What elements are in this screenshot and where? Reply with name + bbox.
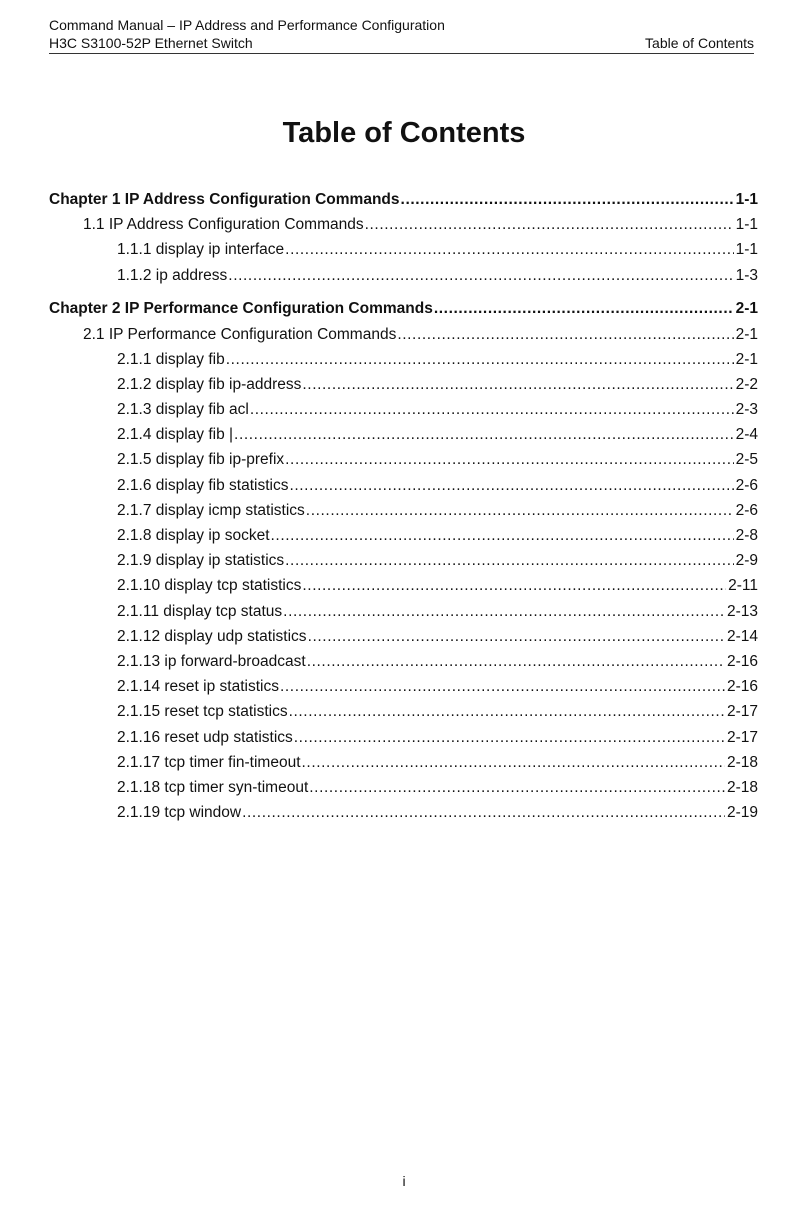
toc-subsection-link[interactable] <box>49 649 758 674</box>
header-section-name: Table of Contents <box>645 35 754 51</box>
toc-entry-page: 2-1 <box>735 350 758 368</box>
toc-entry-label: 2.1.8 display ip socket <box>117 527 270 545</box>
toc-dot-leader <box>302 750 725 775</box>
toc-subsection-link[interactable] <box>49 347 758 372</box>
toc-entry-page: 2-17 <box>726 703 758 721</box>
toc-dot-leader <box>289 473 733 498</box>
toc-subsection-link[interactable] <box>49 674 758 699</box>
toc-entry-label: 2.1.14 reset ip statistics <box>117 678 279 696</box>
toc-entry-label: 2.1.18 tcp timer syn-timeout <box>117 778 309 796</box>
toc-entry-label: 2.1.19 tcp window <box>117 804 242 822</box>
toc-entry-label: 2.1.12 display udp statistics <box>117 627 307 645</box>
toc-dot-leader <box>302 573 726 598</box>
toc-entry-page: 1-1 <box>735 241 758 259</box>
toc-chapter-link[interactable] <box>49 296 758 321</box>
toc-entry-label: 2.1.9 display ip statistics <box>117 552 285 570</box>
page-header <box>49 16 754 54</box>
toc-section-link[interactable] <box>49 212 758 237</box>
header-product-name: H3C S3100-52P Ethernet Switch <box>49 35 253 51</box>
toc-entry-label: 2.1.6 display fib statistics <box>117 476 289 494</box>
toc-subsection-link[interactable] <box>49 447 758 472</box>
toc-entry-label: Chapter 2 IP Performance Configuration Commands <box>49 300 433 318</box>
toc-entry-page: 2-5 <box>735 451 758 469</box>
toc-subsection-link[interactable] <box>49 263 758 288</box>
toc-entry-label: 2.1.16 reset udp statistics <box>117 728 293 746</box>
toc-chapter-link[interactable] <box>49 187 758 212</box>
toc-subsection-link[interactable] <box>49 725 758 750</box>
toc-entry-page: 1-3 <box>735 266 758 284</box>
toc-entry-page: 1-1 <box>735 191 758 208</box>
page-number: i <box>402 1173 406 1189</box>
toc-entry-label: 2.1.2 display fib ip-address <box>117 375 302 393</box>
toc-subsection-link[interactable] <box>49 599 758 624</box>
toc-dot-leader <box>401 187 734 212</box>
toc-subsection-link[interactable] <box>49 775 758 800</box>
toc-subsection-link[interactable] <box>49 397 758 422</box>
toc-entry-page: 2-11 <box>728 577 758 595</box>
toc-entry-page: 2-16 <box>726 678 758 696</box>
toc-section-link[interactable] <box>49 322 758 347</box>
header-rule-line <box>49 34 754 54</box>
toc-entry-page: 2-9 <box>735 552 758 570</box>
toc-dot-leader <box>309 775 725 800</box>
toc-dot-leader <box>365 212 734 237</box>
toc-entry-label: 1.1 IP Address Configuration Commands <box>83 216 364 234</box>
toc-entry-label: 2.1.5 display fib ip-prefix <box>117 451 285 469</box>
toc-subsection-link[interactable] <box>49 573 758 598</box>
toc-dot-leader <box>271 523 734 548</box>
toc-entry-label: 2.1.15 reset tcp statistics <box>117 703 288 721</box>
toc-dot-leader <box>289 699 725 724</box>
toc-dot-leader <box>285 237 733 262</box>
toc-entry-page: 2-2 <box>735 375 758 393</box>
toc-subsection-link[interactable] <box>49 750 758 775</box>
toc-subsection-link[interactable] <box>49 548 758 573</box>
toc-entry-label: Chapter 1 IP Address Configuration Commands <box>49 191 400 208</box>
toc-dot-leader <box>242 800 725 825</box>
toc-dot-leader <box>285 548 733 573</box>
toc-subsection-link[interactable] <box>49 800 758 825</box>
toc-entry-page: 2-14 <box>726 627 758 645</box>
toc-entry-label: 2.1.17 tcp timer fin-timeout <box>117 753 301 771</box>
table-of-contents <box>49 187 758 825</box>
toc-subsection-link[interactable] <box>49 498 758 523</box>
toc-dot-leader <box>307 649 725 674</box>
toc-dot-leader <box>283 599 725 624</box>
toc-dot-leader <box>308 624 725 649</box>
toc-dot-leader <box>306 498 734 523</box>
toc-entry-page: 2-16 <box>726 652 758 670</box>
toc-dot-leader <box>226 347 734 372</box>
toc-entry-page: 2-6 <box>735 501 758 519</box>
toc-dot-leader <box>397 322 733 347</box>
toc-entry-page: 2-1 <box>735 300 758 318</box>
toc-entry-page: 2-18 <box>726 753 758 771</box>
toc-entry-page: 2-3 <box>735 401 758 419</box>
page-title: Table of Contents <box>282 117 526 149</box>
toc-subsection-link[interactable] <box>49 523 758 548</box>
toc-entry-page: 2-17 <box>726 728 758 746</box>
toc-entry-label: 2.1.11 display tcp status <box>117 602 283 620</box>
toc-entry-label: 2.1.13 ip forward-broadcast <box>117 652 306 670</box>
header-manual-title: Command Manual – IP Address and Performance Configuration <box>49 17 445 33</box>
toc-dot-leader <box>234 422 734 447</box>
toc-dot-leader <box>250 397 734 422</box>
toc-dot-leader <box>228 263 733 288</box>
toc-entry-label: 2.1.10 display tcp statistics <box>117 577 302 595</box>
toc-subsection-link[interactable] <box>49 237 758 262</box>
toc-entry-label: 1.1.1 display ip interface <box>117 241 285 259</box>
toc-entry-page: 2-19 <box>726 804 758 822</box>
toc-dot-leader <box>285 447 733 472</box>
toc-entry-label: 2.1.4 display fib | <box>117 426 234 444</box>
toc-dot-leader <box>294 725 725 750</box>
toc-entry-label: 2.1 IP Performance Configuration Commands <box>83 325 397 343</box>
toc-subsection-link[interactable] <box>49 699 758 724</box>
toc-dot-leader <box>302 372 733 397</box>
toc-entry-page: 2-18 <box>726 778 758 796</box>
toc-entry-page: 2-4 <box>735 426 758 444</box>
toc-entry-page: 1-1 <box>735 216 758 234</box>
toc-entry-page: 2-13 <box>726 602 758 620</box>
toc-subsection-link[interactable] <box>49 372 758 397</box>
toc-subsection-link[interactable] <box>49 422 758 447</box>
toc-entry-page: 2-1 <box>735 325 758 343</box>
toc-entry-page: 2-8 <box>735 527 758 545</box>
toc-dot-leader <box>280 674 725 699</box>
toc-subsection-link[interactable] <box>49 473 758 498</box>
toc-entry-page: 2-6 <box>735 476 758 494</box>
toc-subsection-link[interactable] <box>49 624 758 649</box>
toc-dot-leader <box>434 296 734 321</box>
toc-entry-label: 2.1.1 display fib <box>117 350 225 368</box>
toc-entry-label: 2.1.7 display icmp statistics <box>117 501 305 519</box>
toc-entry-label: 2.1.3 display fib acl <box>117 401 249 419</box>
toc-entry-label: 1.1.2 ip address <box>117 266 228 284</box>
